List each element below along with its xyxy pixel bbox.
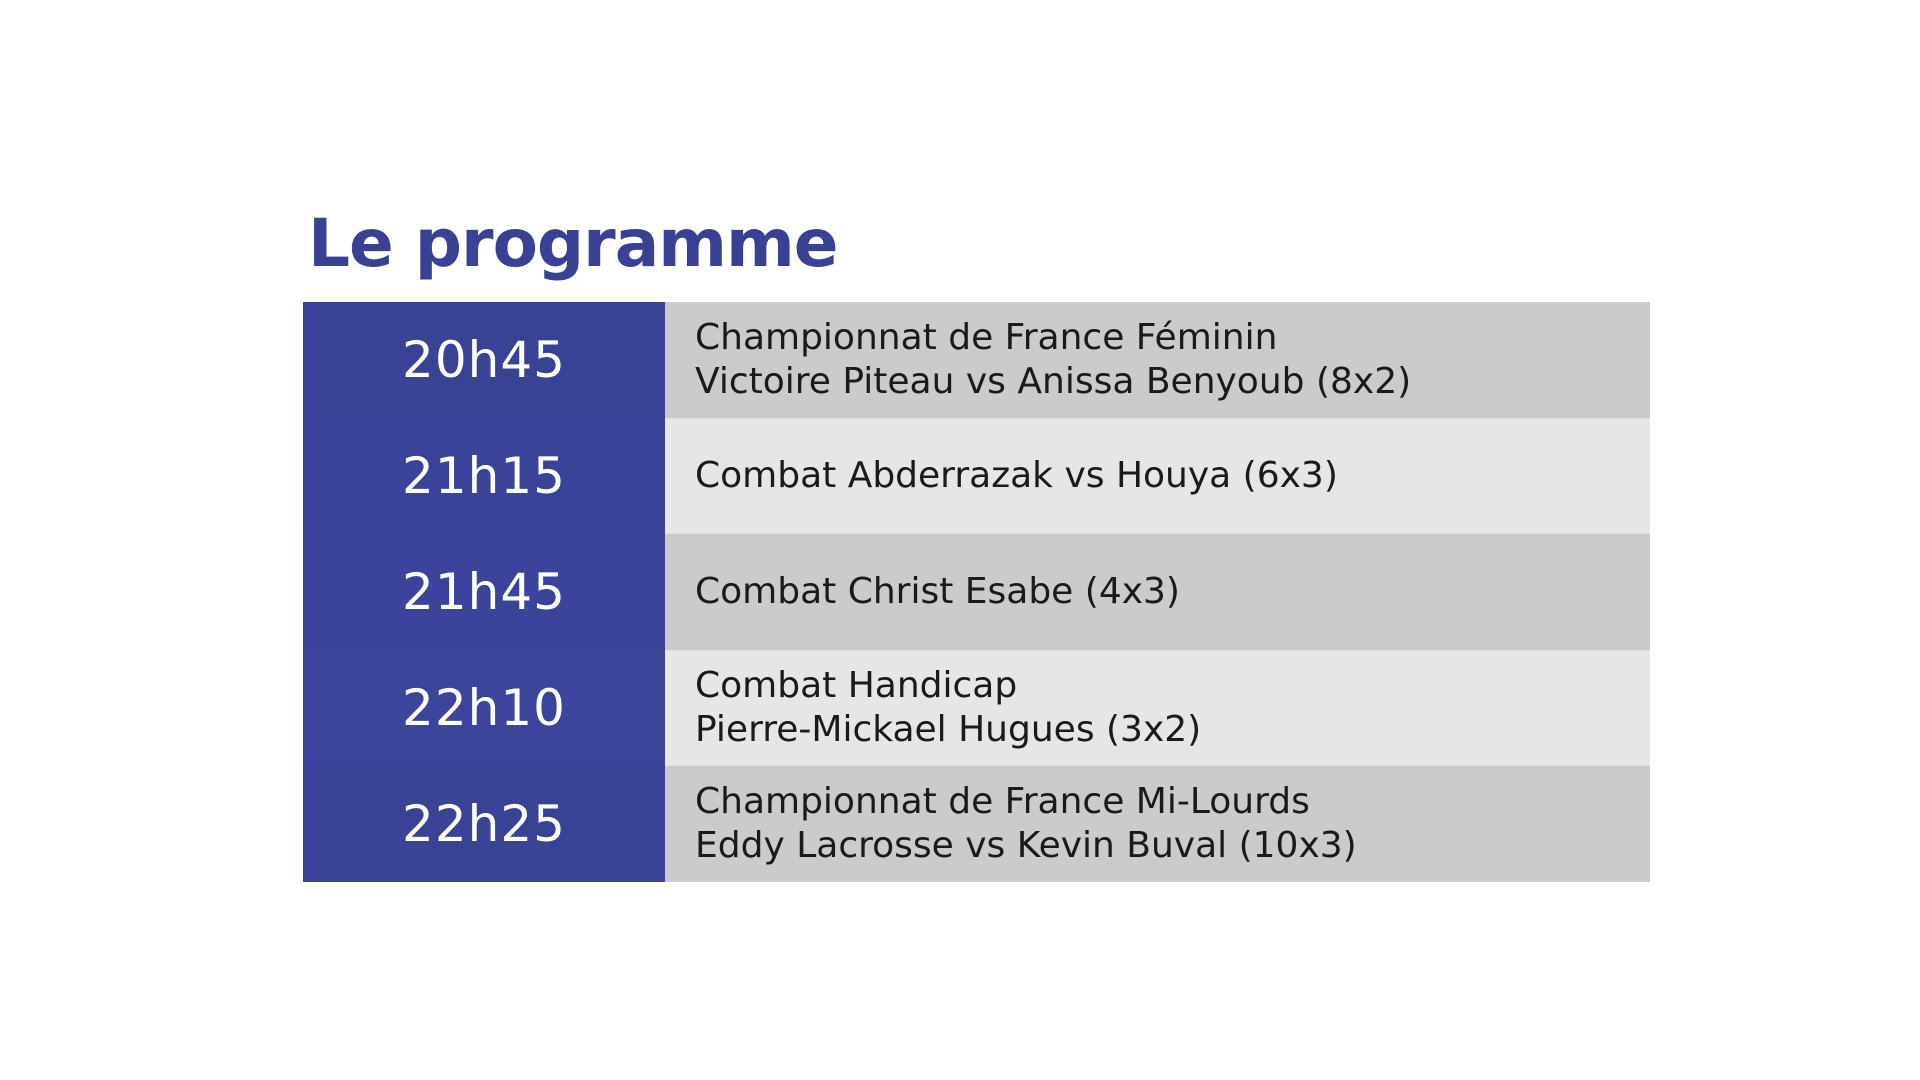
schedule-time: 22h25 xyxy=(303,766,665,882)
event-line-1: Championnat de France Féminin xyxy=(695,317,1278,358)
schedule-event xyxy=(665,766,1650,882)
event-line-1: Championnat de France Mi-Lourds xyxy=(695,781,1310,822)
schedule-event xyxy=(665,302,1650,418)
event-line-1: Combat Abderrazak vs Houya (6x3) xyxy=(695,455,1338,496)
event-line-2: Pierre-Mickael Hugues (3x2) xyxy=(695,709,1202,750)
schedule-event xyxy=(665,650,1650,766)
schedule-event xyxy=(665,418,1650,534)
schedule-row xyxy=(303,650,1650,766)
event-line-2: Victoire Piteau vs Anissa Benyoub (8x2) xyxy=(695,361,1412,402)
schedule-row xyxy=(303,766,1650,882)
schedule-time: 20h45 xyxy=(303,302,665,418)
event-line-1: Combat Handicap xyxy=(695,665,1018,706)
event-line-2: Eddy Lacrosse vs Kevin Buval (10x3) xyxy=(695,825,1357,866)
page-title: Le programme xyxy=(308,205,838,282)
schedule-table xyxy=(303,302,1650,882)
schedule-event xyxy=(665,534,1650,650)
schedule-row xyxy=(303,302,1650,418)
schedule-time: 21h15 xyxy=(303,418,665,534)
schedule-row xyxy=(303,418,1650,534)
schedule-row xyxy=(303,534,1650,650)
event-line-1: Combat Christ Esabe (4x3) xyxy=(695,571,1180,612)
schedule-time: 22h10 xyxy=(303,650,665,766)
schedule-time: 21h45 xyxy=(303,534,665,650)
